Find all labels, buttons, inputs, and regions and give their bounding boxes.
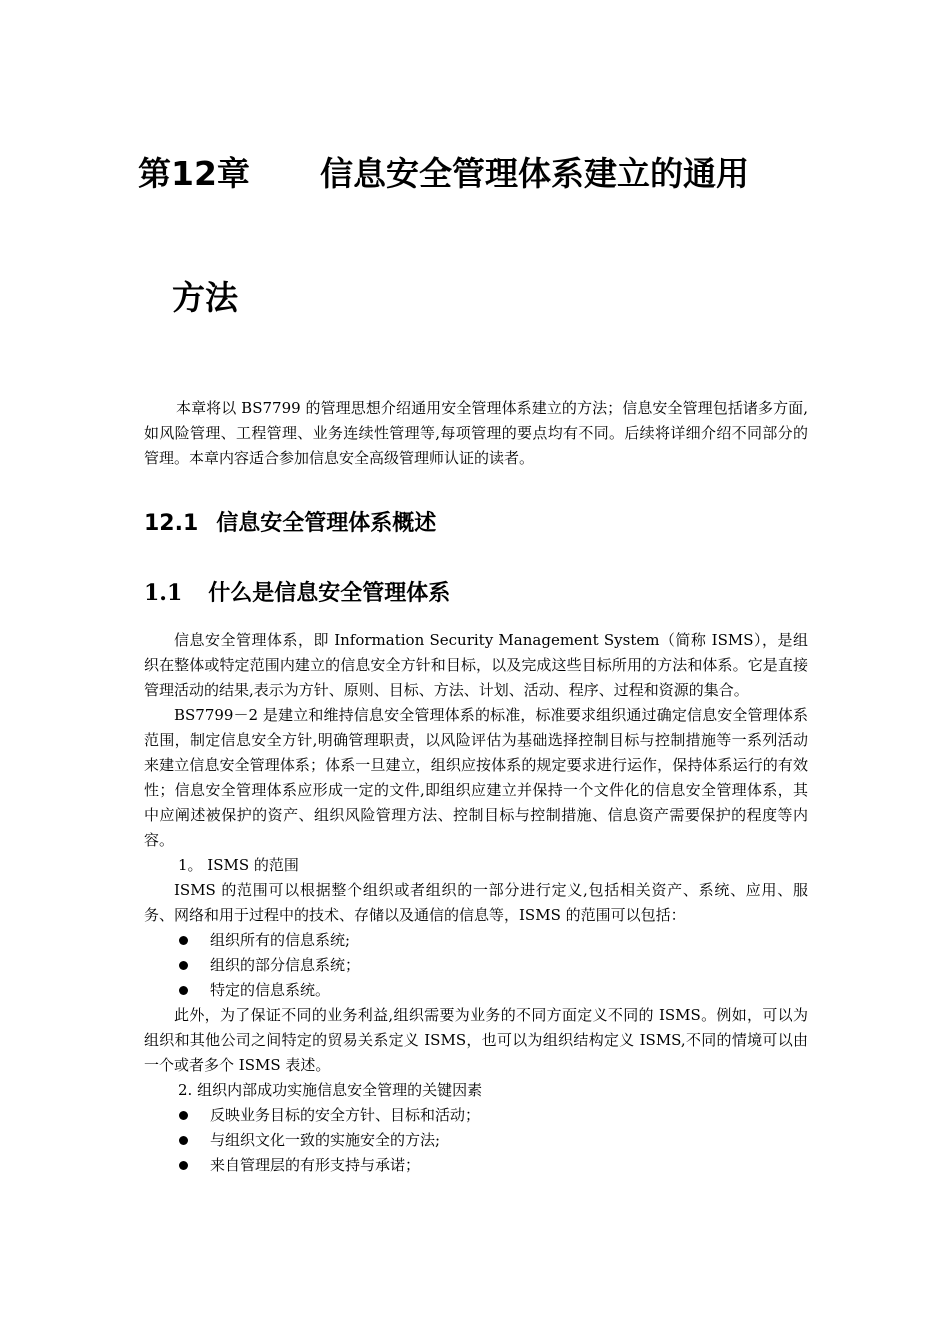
subsection-title: 什么是信息安全管理体系 [208, 581, 451, 606]
bullet-icon [179, 986, 188, 995]
section-heading [144, 507, 436, 541]
item-heading-key-factors: 2. 组织内部成功实施信息安全管理的关键因素 [178, 1081, 483, 1099]
section-number: 12.1 [144, 511, 199, 536]
chapter-title [138, 152, 858, 196]
paragraph-bs7799: BS7799－2 是建立和维持信息安全管理体系的标准，标准要求组织通过确定信息安全管理体系范围，制定信息安全方针,明确管理职责，以风险评估为基础选择控制目标与控制措施等一系列活动来建立信息安全管理体系；体系一旦建立，组织应按体系的规定要求进行运作，保持体系运行的有效性；信息安全管理体系应形成一定的文件,即组织应建立并保持一个文件化的信息安全管理体系，其中应阐述被保护的资产、组织风险管理方法、控制目标与控制措施、信息资产需要保护的程度等内容。 [144, 706, 808, 849]
paragraph-multiple-isms: 此外，为了保证不同的业务利益,组织需要为业务的不同方面定义不同的 ISMS。例如，可以为组织和其他公司之间特定的贸易关系定义 ISMS，也可以为组织结构定义 ISMS,不同的情境可以由一个或者多个 ISMS 表述。 [144, 1006, 808, 1074]
paragraph-isms-scope: ISMS 的范围可以根据整个组织或者组织的一部分进行定义,包括相关资产、系统、应用、服务、网络和用于过程中的技术、存储以及通信的信息等，ISMS 的范围可以包括： [144, 881, 808, 924]
body-text [144, 628, 808, 1178]
list-item: 来自管理层的有形支持与承诺； [144, 1153, 808, 1178]
list-item: 组织的部分信息系统； [144, 953, 808, 978]
chapter-title-line2: 方法 [172, 278, 238, 317]
list-item: 组织所有的信息系统; [144, 928, 808, 953]
bullet-icon [179, 936, 188, 945]
paragraph-isms-definition: 信息安全管理体系，即 Information Security Management System（简称 ISMS），是组织在整体或特定范围内建立的信息安全方针和目标，以及完成这些目标所用的方法和体系。它是直接管理活动的结果,表示为方针、原则、目标、方法、计划、活动、程序、过程和资源的集合。 [144, 631, 808, 699]
subsection-number: 1.1 [144, 580, 183, 606]
item-heading-scope: 1。 ISMS 的范围 [178, 856, 299, 874]
bullet-icon [179, 1161, 188, 1170]
bullet-icon [179, 1136, 188, 1145]
key-factors-list [144, 1103, 808, 1178]
subsection-heading [144, 576, 450, 611]
list-item: 特定的信息系统。 [144, 978, 808, 1003]
bullet-icon [179, 961, 188, 970]
bullet-icon [179, 1111, 188, 1120]
scope-list [144, 928, 808, 1003]
list-item: 与组织文化一致的实施安全的方法; [144, 1128, 808, 1153]
chapter-title-line1: 信息安全管理体系建立的通用 [320, 154, 749, 193]
section-title: 信息安全管理体系概述 [216, 511, 437, 536]
chapter-number: 第12章 [138, 154, 250, 193]
list-item: 反映业务目标的安全方针、目标和活动； [144, 1103, 808, 1128]
chapter-intro: 本章将以 BS7799 的管理思想介绍通用安全管理体系建立的方法；信息安全管理包括诸多方面,如风险管理、工程管理、业务连续性管理等,每项管理的要点均有不同。后续将详细介绍不同部分的管理。本章内容适合参加信息安全高级管理师认证的读者。 [144, 399, 808, 467]
